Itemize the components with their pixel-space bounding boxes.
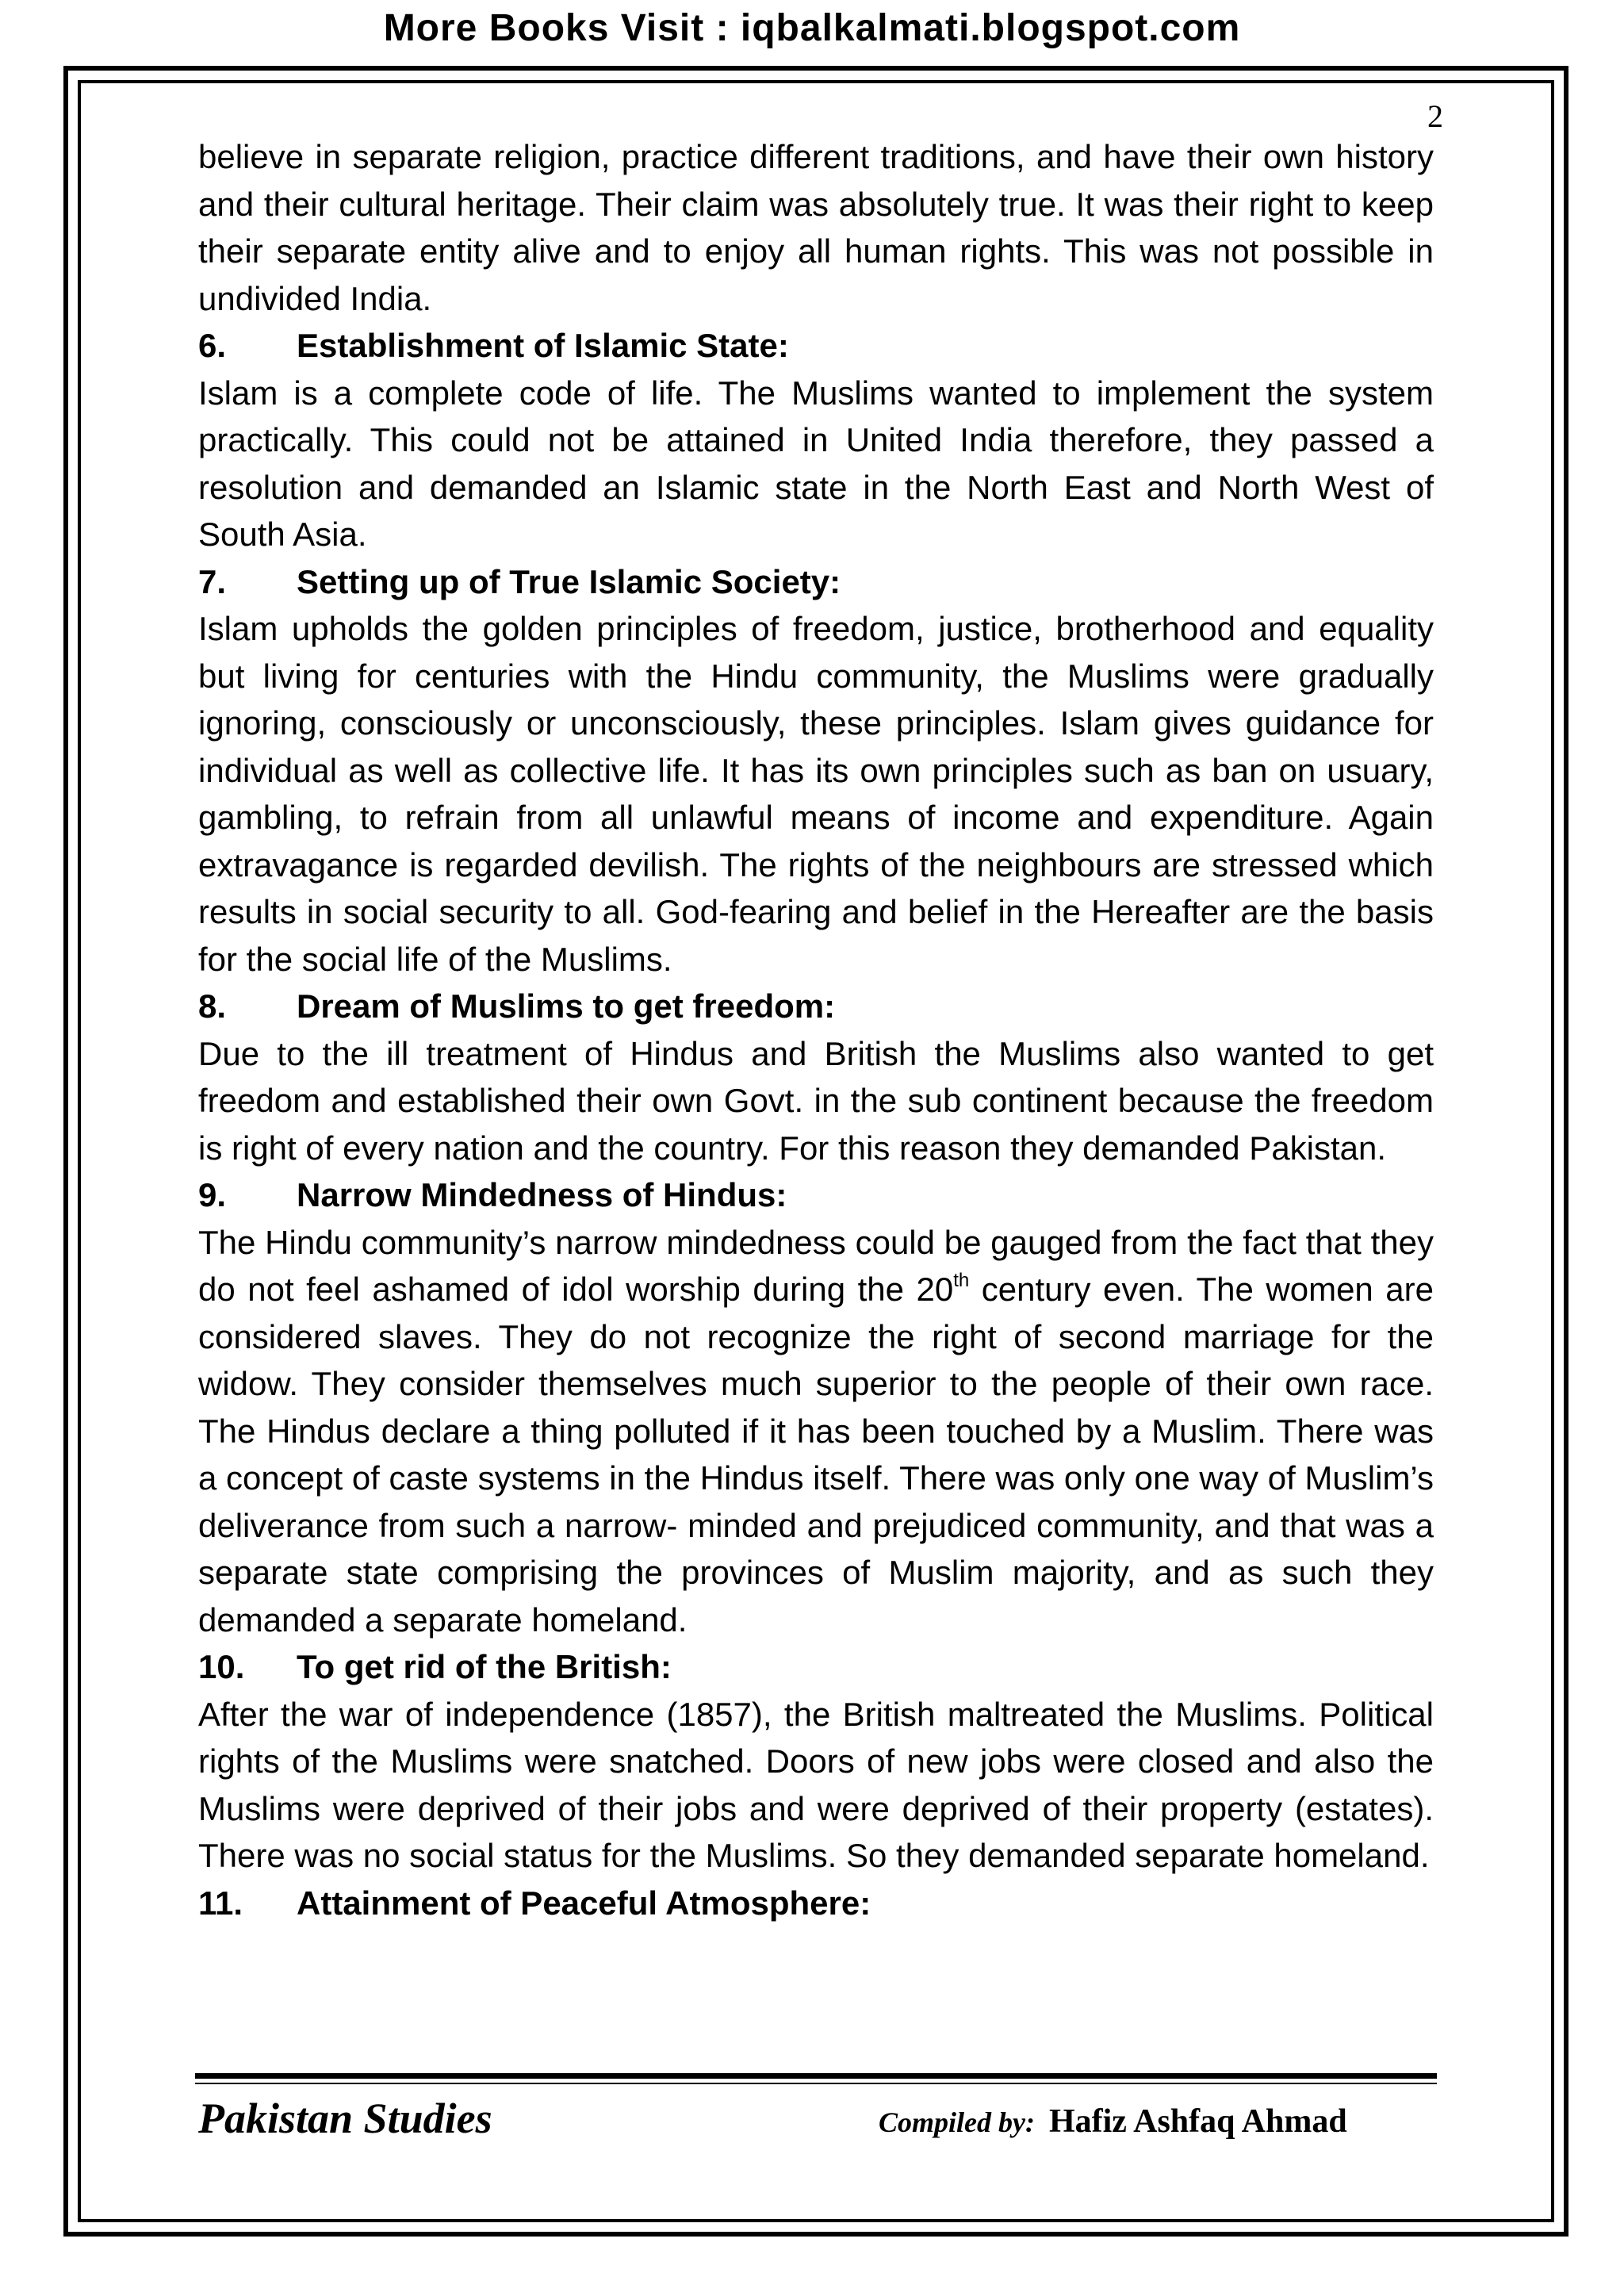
page-body	[198, 133, 1434, 1926]
section-paragraph-7: Islam upholds the golden principles of freedom, justice, brotherhood and equality but living for centuries with the Hindu community, the Muslims were gradually ignoring, consciously or unconsciously, these principles. Islam gives guidance for individual as well as collective life. It has its own principles such as ban on usuary, gambling, to refrain from all unlawful means of income and expenditure. Again extravagance is regarded devilish. The rights of the neighbours are stressed which results in social security to all. God-fearing and belief in the Hereafter are the basis for the social life of the Muslims.	[198, 610, 1434, 978]
section-paragraph-10: After the war of independence (1857), the British maltreated the Muslims. Political rights of the Muslims were snatched. Doors of new jobs were closed and also the Muslims were deprived of their jobs and were deprived of their property (estates). There was no social status for the Muslims. So they demanded separate homeland.	[198, 1695, 1434, 1874]
footer-book-title: Pakistan Studies	[198, 2095, 492, 2142]
section-heading-6: 6. Establishment of Islamic State:	[198, 327, 789, 364]
section-heading-9: 9. Narrow Mindedness of Hindus:	[198, 1176, 787, 1213]
ordinal-suffix: th	[953, 1270, 970, 1291]
section-heading-7: 7. Setting up of True Islamic Society:	[198, 562, 841, 600]
intro-paragraph: believe in separate religion, practice different traditions, and have their own history and their cultural heritage. Their claim was absolutely true. It was their right to keep their separate entity alive and to enjoy all human rights. This was not possible in undivided India.	[198, 138, 1434, 317]
footer-rule-thick	[195, 2073, 1437, 2079]
site-banner: More Books Visit : iqbalkalmati.blogspot.com	[383, 7, 1241, 49]
footer-author: Hafiz Ashfaq Ahmad	[1048, 2103, 1347, 2140]
page-number: 2	[1427, 98, 1443, 134]
section-heading-8: 8. Dream of Muslims to get freedom:	[198, 987, 836, 1025]
footer-rule-thin	[195, 2083, 1437, 2084]
section-paragraph-6: Islam is a complete code of life. The Muslims wanted to implement the system practically. This could not be attained in United India therefore, they passed a resolution and demanded an Islamic state in the North East and North West of South Asia.	[198, 374, 1434, 553]
section-heading-11: 11. Attainment of Peaceful Atmosphere:	[198, 1884, 871, 1922]
footer-compiled-label: Compiled by:	[879, 2106, 1035, 2138]
section-paragraph-9: The Hindu community’s narrow mindedness could be gauged from the fact that they do not feel ashamed of idol worship during the 20th century even. The women are considered slaves. They do not recognize the right of second marriage for the widow. They consider themselves much superior to the people of their own race. The Hindus declare a thing polluted if it has been touched by a Muslim. There was a concept of caste systems in the Hindus itself. There was only one way of Muslim’s deliverance from such a narrow- minded and prejudiced community, and that was a separate state comprising the provinces of Muslim majority, and as such they demanded a separate homeland.	[198, 1223, 1434, 1639]
section-paragraph-8: Due to the ill treatment of Hindus and British the Muslims also wanted to get freedom and established their own Govt. in the sub continent because the freedom is right of every nation and the country. For this reason they demanded Pakistan.	[198, 1034, 1434, 1167]
footer-credit	[879, 2100, 1347, 2150]
section-heading-10: 10. To get rid of the British:	[198, 1648, 672, 1685]
